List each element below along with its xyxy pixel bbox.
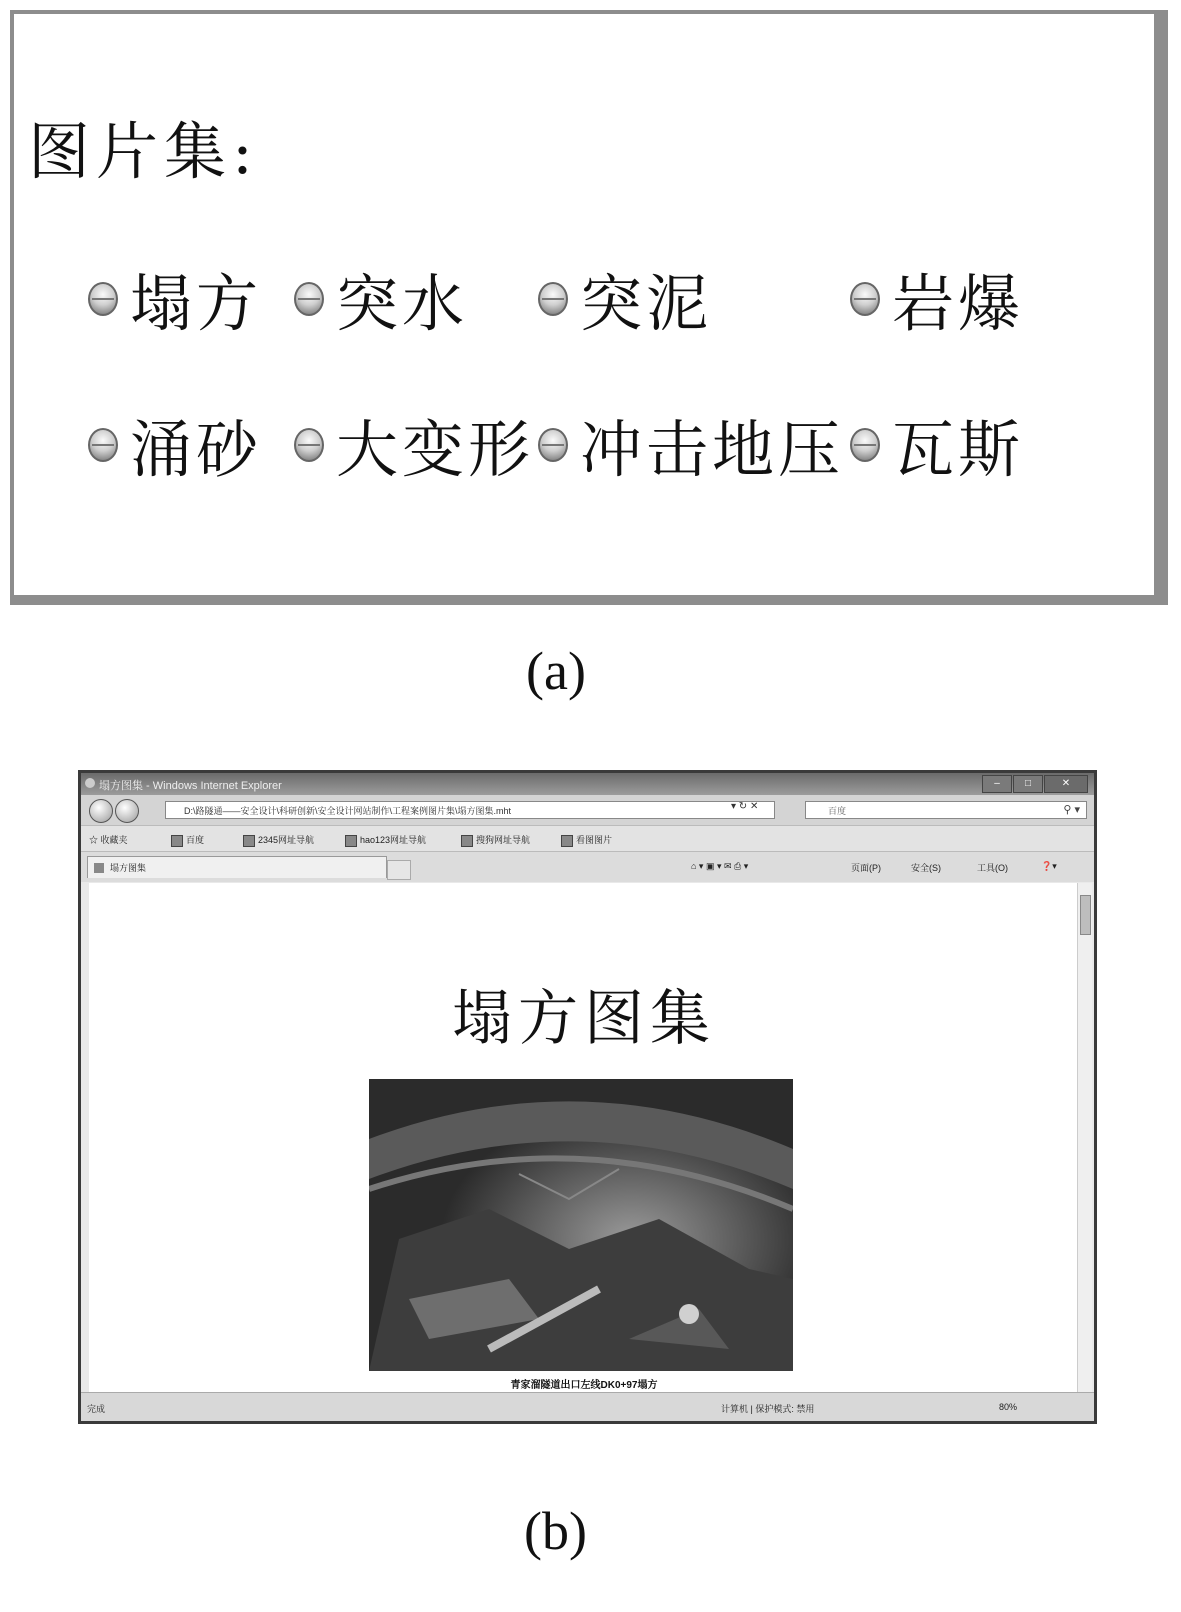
- category-label: 塌方: [130, 267, 263, 340]
- page-icon: [345, 835, 357, 847]
- category-label: 涌砂: [130, 413, 263, 486]
- category-gas[interactable]: [850, 400, 1024, 489]
- gallery-title: 图片集:: [28, 115, 259, 188]
- favorite-link[interactable]: [561, 833, 612, 847]
- radio-icon[interactable]: [538, 282, 568, 316]
- search-icon[interactable]: ⚲ ▾: [1063, 804, 1080, 816]
- back-button[interactable]: [89, 799, 113, 823]
- browser-window: [78, 770, 1097, 1424]
- category-collapse[interactable]: [88, 254, 262, 343]
- radio-icon[interactable]: [850, 428, 880, 462]
- radio-icon[interactable]: [88, 282, 118, 316]
- caption-b: (b): [524, 1501, 587, 1561]
- category-label: 冲击地压: [580, 413, 845, 486]
- favorites-bar: [81, 825, 1094, 852]
- favorite-link[interactable]: [345, 833, 426, 847]
- radio-icon[interactable]: [294, 428, 324, 462]
- address-bar[interactable]: D:\路隧通——安全设计\科研创新\安全设计网站制作\工程案例图片集\塌方图集.mht: [165, 801, 775, 819]
- tunnel-collapse-image: [369, 1079, 793, 1371]
- collapse-photo: [369, 1079, 793, 1371]
- favorite-label: hao123网址导航: [360, 835, 427, 845]
- category-water-inrush[interactable]: [294, 254, 468, 343]
- category-label: 突水: [336, 267, 469, 340]
- radio-icon[interactable]: [88, 428, 118, 462]
- refresh-icon[interactable]: ▾ ↻ ✕: [731, 801, 759, 812]
- category-label: 瓦斯: [892, 413, 1025, 486]
- page-heading: 塌方图集: [452, 984, 716, 1054]
- page-icon: [461, 835, 473, 847]
- favorite-link[interactable]: [171, 833, 204, 847]
- search-input[interactable]: 百度: [805, 801, 1087, 819]
- radio-icon[interactable]: [850, 282, 880, 316]
- category-large-deformation[interactable]: [294, 400, 534, 489]
- page-content: [89, 883, 1079, 1393]
- address-row: [81, 795, 1094, 825]
- vertical-scrollbar[interactable]: [1077, 883, 1092, 1393]
- favorites-button[interactable]: ☆ 收藏夹: [89, 835, 128, 845]
- favorite-label: 搜狗网址导航: [476, 835, 531, 845]
- category-impact-pressure[interactable]: [538, 400, 844, 489]
- status-bar: [81, 1392, 1094, 1421]
- minimize-button[interactable]: –: [982, 775, 1012, 793]
- image-gallery-panel: [10, 10, 1168, 605]
- security-zone: 计算机 | 保护模式: 禁用: [721, 1404, 815, 1414]
- photo-caption: 青家溜隧道出口左线DK0+97塌方: [510, 1380, 658, 1391]
- category-label: 大变形: [336, 413, 535, 486]
- page-icon: [94, 863, 104, 873]
- maximize-button[interactable]: □: [1013, 775, 1043, 793]
- tab-label: 塌方图集: [110, 863, 147, 873]
- safety-menu[interactable]: 安全(S): [911, 863, 941, 873]
- favorite-label: 2345网址导航: [258, 835, 315, 845]
- favorite-link[interactable]: [461, 833, 530, 847]
- category-label: 突泥: [580, 267, 713, 340]
- window-title: 塌方图集 - Windows Internet Explorer: [99, 780, 282, 792]
- status-text: 完成: [87, 1404, 106, 1414]
- window-controls: [981, 775, 1088, 793]
- page-icon: [243, 835, 255, 847]
- scroll-thumb[interactable]: [1080, 895, 1091, 935]
- title-bar[interactable]: [81, 773, 1094, 795]
- close-button[interactable]: ✕: [1044, 775, 1088, 793]
- category-rockburst[interactable]: [850, 254, 1024, 343]
- help-icon[interactable]: ❓▾: [1041, 861, 1057, 871]
- home-icon[interactable]: ⌂ ▾ ▣ ▾ ✉ ⎙ ▾: [691, 861, 749, 871]
- zoom-level[interactable]: 80%: [999, 1402, 1018, 1412]
- favorites-label: 收藏夹: [100, 835, 128, 845]
- page-menu[interactable]: 页面(P): [851, 863, 881, 873]
- page-icon: [561, 835, 573, 847]
- page-icon: [171, 835, 183, 847]
- favorite-label: 看图图片: [576, 835, 613, 845]
- new-tab-button[interactable]: [387, 860, 411, 880]
- category-mud-inrush[interactable]: [538, 254, 712, 343]
- radio-icon[interactable]: [294, 282, 324, 316]
- tools-menu[interactable]: 工具(O): [977, 863, 1008, 873]
- favorite-label: 百度: [186, 835, 205, 845]
- category-label: 岩爆: [892, 267, 1025, 340]
- category-sand-inrush[interactable]: [88, 400, 262, 489]
- ie-icon: [85, 778, 95, 788]
- radio-icon[interactable]: [538, 428, 568, 462]
- tab-active[interactable]: [87, 856, 387, 878]
- command-bar: [81, 851, 1094, 882]
- caption-a: (a): [526, 641, 586, 701]
- favorite-link[interactable]: [243, 833, 314, 847]
- forward-button[interactable]: [115, 799, 139, 823]
